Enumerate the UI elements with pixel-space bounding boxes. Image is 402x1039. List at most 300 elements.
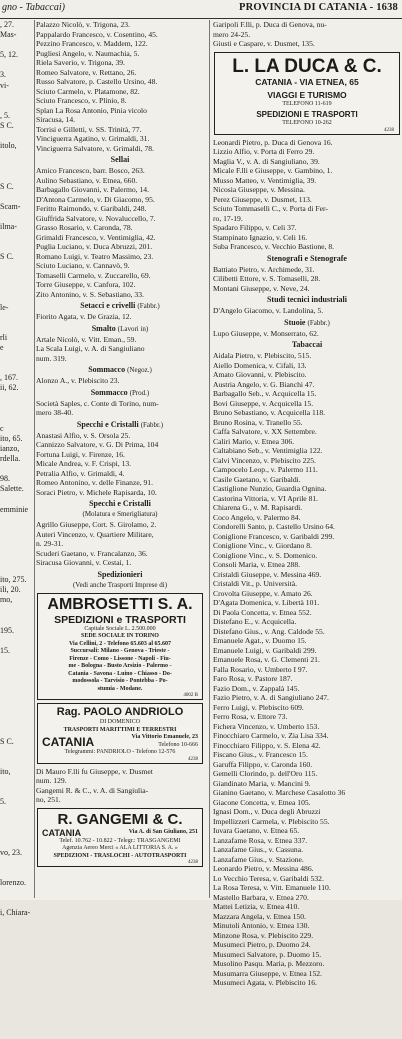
- right-column: [209, 20, 401, 987]
- list-item: D'Antona Carmelo, v. Di Giacomo, 95.: [36, 194, 155, 204]
- margin-fragment: lorenzo.: [0, 877, 26, 887]
- list-item: D'Agata Domenica, v. Libertà 101.: [213, 598, 320, 607]
- section-title-studi: Studi tecnici industriali: [266, 295, 347, 304]
- margin-fragment: [0, 706, 34, 716]
- list-item: Pugliesi Angelo, v. Naumachia, 5.: [36, 48, 140, 58]
- margin-fragment: [0, 353, 34, 363]
- list-item: Montani Giuseppe, v. Neve, 24.: [213, 283, 310, 293]
- ad-ambrosetti-branches-6: stumia - Modane.: [97, 685, 143, 692]
- list-item: Gangemi R. & C., v. A. di Sangiulia-: [36, 785, 149, 795]
- list-item: no, 251.: [36, 795, 61, 804]
- list-item: mero 24-25.: [213, 29, 251, 39]
- list-item: Caliri Mario, v. Etnea 306.: [213, 436, 295, 446]
- list-item: Scuderi Gaetano, v. Francalanzo, 36.: [36, 548, 148, 558]
- list-item: Impellizzeri Carmela, v. Plebiscito 55.: [213, 816, 330, 826]
- list-item: Cristaldi Giuseppe, v. Messina 469.: [213, 569, 322, 579]
- margin-fragment: [0, 545, 34, 555]
- list-item: Gianino Gaetano, v. Marchese Casalotto 36: [213, 788, 346, 797]
- margin-fragment: [0, 807, 34, 817]
- list-item: Falla Rosario, v. Umberto I 97.: [213, 664, 308, 674]
- list-item: Bruno Rosina, v. Tranello 55.: [213, 417, 303, 427]
- list-item: Mastello Barbara, v. Etnea 270.: [213, 892, 309, 902]
- margin-fragment: [0, 828, 34, 838]
- list-item: Musumeci Agata, v. Plebiscito 16.: [213, 978, 317, 987]
- margin-fragment: [0, 605, 34, 615]
- margin-fragment: Salette.: [0, 484, 24, 494]
- list-item: Alonzo A., v. Plebiscito 23.: [36, 376, 120, 385]
- ad-ambrosetti-branches-3: me - Bologna - Busto Arsizio - Palermo -: [68, 663, 172, 669]
- margin-fragment: [0, 414, 34, 424]
- list-item: Musumeci Pietro, p. Duomo 24.: [213, 940, 311, 949]
- ad-ambrosetti-branches-2: Firenze - Como - Lissone - Napoli - Fiu-: [69, 655, 171, 662]
- margin-fragment: [0, 727, 34, 737]
- margin-fragment: [0, 494, 34, 504]
- ad-gangemi-name: R. GANGEMI & C.: [57, 810, 183, 828]
- ad-ambrosetti-line1: SPEDIZIONI e TRASPORTI: [54, 613, 186, 626]
- ad-la-duca-phone2: TELEFONO 10-262: [282, 120, 332, 126]
- entry-list-setacci: [36, 312, 204, 322]
- section-title-stuoie: Stuoie (Fabbr.): [284, 317, 330, 327]
- list-item: Suba Francesco, v. Vecchio Bastione, 8.: [213, 242, 335, 251]
- list-item: Vinciguerra Agatino, v. Grimaldi, 31.: [36, 134, 150, 143]
- list-item: Sciuto Luciano, v. Cannavò, 9.: [36, 261, 130, 270]
- header-left: gno - Tabaccai): [2, 2, 65, 13]
- margin-fragment: [0, 636, 34, 646]
- list-item: Campocelo Leop., v. Palermo 111.: [213, 465, 318, 474]
- section-title-stenografi: Stenografi e Stenografe: [267, 253, 347, 263]
- entry-list-spedizionieri: [36, 767, 204, 805]
- list-item: Romano Luigi, v. Teatro Massimo, 23.: [36, 251, 154, 261]
- list-item: Leonardi Pietro, p. Duca di Genova 16.: [213, 137, 333, 147]
- list-item: D'Angelo Giacomo, v. Landolina, 5.: [213, 306, 324, 315]
- header-right: PROVINCIA DI CATANIA - 1638: [238, 2, 398, 13]
- list-item: Distefano Gius., v. Ang. Caldode 55.: [213, 626, 325, 636]
- section-subtitle-specchi-molatura: (Molatura e Smerigliatura): [82, 510, 158, 518]
- margin-fragment: ii, 62.: [0, 383, 19, 393]
- ad-ambrosetti-seat: SEDE SOCIALE IN TORINO: [81, 633, 159, 639]
- list-item: mero 38-40.: [36, 408, 74, 417]
- margin-fragment: ili, 20.: [0, 585, 21, 595]
- list-item: Romeo Antonino, v. delle Finanze, 91.: [36, 478, 153, 487]
- ad-gangemi: [37, 808, 203, 868]
- ad-gangemi-services: SPEDIZIONI - TRASLOCHI - AUTOTRASPORTI: [53, 852, 187, 859]
- margin-fragment: [0, 898, 34, 908]
- list-item: Leonardo Pietro, v. Messina 486.: [213, 864, 314, 873]
- margin-fragment: ito, 65.: [0, 433, 23, 443]
- list-item: Coco Angelo, v. Palermo 84.: [213, 512, 301, 522]
- ad-la-duca-city: CATANIA - VIA ETNEA, 65: [255, 76, 359, 87]
- section-title-sommacco-prod: Sommacco (Prod.): [90, 387, 150, 397]
- list-item: Giuffrida Salvatore, v. Novaluccello, 7.: [36, 213, 156, 223]
- list-item: Anastasi Alfio, v. S. Orsola 25.: [36, 430, 131, 440]
- list-item: Emanuele Luigi, v. Garibaldi 299.: [213, 645, 317, 655]
- list-item: Minzone Rosa, v. Plebiscito 229.: [213, 930, 314, 940]
- entry-list-smalto: [36, 335, 204, 364]
- section-title-sellai: Sellai: [110, 155, 130, 164]
- ad-ambrosetti-capital: Capitale Sociale L. 2.500.000: [84, 625, 156, 632]
- list-item: Fazio Dom., v. Zappalà 145.: [213, 683, 300, 693]
- margin-fragment: [0, 515, 34, 525]
- margin-fragment: [0, 989, 34, 999]
- entry-list-stenografi: [213, 265, 401, 294]
- margin-fragment: [0, 868, 34, 878]
- list-item: Grasso Rosario, v. Caronda, 78.: [36, 223, 133, 232]
- list-item: Mattei Letizia, v. Etnea 410.: [213, 902, 300, 911]
- margin-fragment: S C.: [0, 252, 14, 262]
- ad-ambrosetti: [37, 593, 203, 701]
- list-item: Emanuele Agat., v. Duomo 15.: [213, 636, 307, 645]
- list-item: Zito Antonino, v. S. Sebastiano, 33.: [36, 289, 144, 299]
- list-item: Di Mauro F.lli fu Giuseppe, v. Dusmet: [36, 766, 153, 776]
- list-item: Sciuto Tommaselli C., v. Porta di Fer-: [213, 204, 328, 213]
- margin-fragment: Mas-: [0, 30, 17, 40]
- margin-fragment: [0, 969, 34, 979]
- list-item: Riela Saverio, v. Trigona, 39.: [36, 58, 125, 67]
- margin-fragment: [0, 363, 34, 373]
- margin-fragment: [0, 232, 34, 242]
- margin-fragment: ito,: [0, 766, 11, 776]
- list-item: Palazzo Nicolò, v. Trigona, 23.: [36, 20, 130, 29]
- list-item: Garipoli F.lli, p. Duca di Genova, nu-: [213, 20, 327, 29]
- margin-fragment: ilma-: [0, 221, 17, 231]
- margin-fragment: [0, 939, 34, 949]
- margin-fragment: 15.: [0, 645, 10, 655]
- list-item: Aulino Sebastiano, v. Etnea, 660.: [36, 175, 138, 185]
- margin-fragment: , 27.: [0, 20, 14, 29]
- list-item: Ferro Luigi, v. Plebiscito 609.: [213, 702, 304, 712]
- ad-andriolo-city: CATANIA: [42, 734, 95, 749]
- list-item: Maglia V., v. A. di Sangiuliano, 39.: [213, 156, 320, 166]
- margin-fragment: [0, 40, 34, 50]
- margin-fragment: [0, 393, 34, 403]
- list-item: Emanuele Rosa, v. G. Clementi 21.: [213, 655, 320, 664]
- list-item: Amico Francesco, barr. Bosco, 263.: [36, 166, 145, 175]
- list-item: Fiorito Agata, v. De Grazia, 12.: [36, 312, 132, 321]
- list-item: Lanzafame Rosa, v. Etnea 337.: [213, 835, 308, 845]
- list-item: Barbagallo Seb., v. Acquicella 15.: [213, 389, 317, 398]
- ad-la-duca-code: 4238: [384, 127, 394, 133]
- margin-fragment: [0, 757, 34, 767]
- list-item: Vinciguerra Salvatore, v. Grimaldi, 78.: [36, 143, 154, 153]
- list-item: Chiarena G., v. M. Rapisardi.: [213, 503, 303, 512]
- list-item: Lizzio Alfio, v. Porta di Ferro 29.: [213, 147, 315, 156]
- margin-fragment: [0, 716, 34, 726]
- list-item: Austria Angelo, v. G. Bianchi 47.: [213, 379, 315, 389]
- margin-fragment: [0, 151, 34, 161]
- ad-andriolo-telegrams: Telegrammi: PANDRIOLO - Telefono 12-576: [64, 749, 176, 755]
- list-item: La Rosa Teresa, v. Vitt. Emanuele 110.: [213, 883, 331, 892]
- list-item: Musumeci Salvatore, p. Duomo 15.: [213, 949, 322, 959]
- entry-list-stuoie: [213, 329, 401, 339]
- list-item: Castiglione Nunzio, Guardia Ognina.: [213, 484, 327, 493]
- list-item: num. 319.: [36, 353, 67, 363]
- margin-fragment: [0, 242, 34, 252]
- margin-fragment: vo, 23.: [0, 847, 22, 857]
- ad-andriolo-phone: Telefono 10-666: [158, 741, 198, 748]
- entry-list-top: [36, 20, 204, 153]
- list-item: Di Paola Concetta, v. Etnea 552.: [213, 607, 312, 617]
- section-title-spedizionieri: Spedizionieri: [97, 569, 143, 579]
- ad-ambrosetti-branches-4: Catania - Savona - Luino - Chiasso - Do-: [68, 670, 172, 677]
- ad-ambrosetti-branches-1: Succursali: Milano - Genova - Trieste -: [70, 648, 170, 654]
- list-item: Musso Matteo, v. Ventimiglia, 39.: [213, 175, 317, 185]
- list-item: Bovi Giuseppe, v. Acquicella 15.: [213, 398, 314, 408]
- margin-fragment: [0, 555, 34, 565]
- entry-list-specchi-fabbr: [36, 431, 204, 498]
- margin-fragment: [0, 323, 34, 333]
- ad-andriolo-service: TRASPORTI MARITTIMI E TERRESTRI: [63, 726, 177, 733]
- list-item: Micale F.lli e Giuseppe, v. Gambino, 1.: [213, 166, 333, 175]
- ad-ambrosetti-name: AMBROSETTI S. A.: [47, 595, 193, 613]
- ad-la-duca-travel: VIAGGI E TURISMO: [267, 89, 347, 100]
- margin-fragment: i, Chiara-: [0, 908, 31, 918]
- list-item: Crovolta Giuseppe, v. Amato 26.: [213, 588, 313, 598]
- margin-fragment: [0, 404, 34, 414]
- ad-gangemi-city: CATANIA: [42, 827, 82, 838]
- list-item: Coniglione Francesco, v. Garibaldi 299.: [213, 531, 335, 541]
- list-item: Giacone Concetta, v. Etnea 105.: [213, 797, 311, 807]
- list-item: ro, 17-19.: [213, 213, 243, 223]
- margin-fragment: [0, 535, 34, 545]
- list-item: La Scala Luigi, v. A. di Sangiuliano: [36, 344, 145, 353]
- margin-fragment: [0, 928, 34, 938]
- margin-fragment: [0, 131, 34, 141]
- margin-fragment: S C.: [0, 120, 14, 130]
- section-title-specchi-fabbr: Specchi e Cristalli (Fabbr.): [76, 419, 164, 429]
- list-item: Fazio Pietro, v. A. di Sangiuliano 247.: [213, 693, 329, 702]
- margin-fragment: e: [0, 343, 4, 352]
- margin-fragment: [0, 1019, 34, 1029]
- margin-fragment: S C.: [0, 736, 14, 746]
- margin-fragment: 195.: [0, 625, 14, 635]
- list-item: Nicosia Giuseppe, v. Messina.: [213, 185, 305, 194]
- margin-fragment: [0, 918, 34, 928]
- list-item: Caffa Salvatore, v. XX Settembre.: [213, 427, 317, 436]
- ad-gangemi-agency: Agenzia Aereo Merci « ALA LITTORIA S. A. »: [62, 845, 178, 851]
- list-item: Russo Salvatore, p. Castello Ursino, 48.: [36, 77, 158, 86]
- margin-fragment: [0, 91, 34, 101]
- margin-fragment: [0, 616, 34, 626]
- margin-fragment: [0, 838, 34, 848]
- ad-la-duca: [214, 52, 400, 135]
- ad-gangemi-phone: Telef. 10.762 - 10.822 - Telegr.: TRASGANGEMI: [59, 837, 181, 844]
- left-column: [36, 20, 204, 898]
- margin-fragment: [0, 1009, 34, 1019]
- list-item: Caltabiano Seb., v. Ventimiglia 122.: [213, 446, 323, 455]
- margin-fragment: [0, 777, 34, 787]
- entry-list-specchi-molatura: [36, 520, 204, 568]
- margin-fragment: [0, 60, 34, 70]
- section-subtitle-spedizionieri: (Vedi anche Trasporti Imprese di): [72, 580, 168, 589]
- list-item: Iuvara Gaetano, v. Etnea 65.: [213, 826, 300, 835]
- list-item: Musumarra Giuseppe, v. Etnea 152.: [213, 968, 322, 978]
- page-header: [0, 0, 402, 19]
- list-item: Faro Rosa, v. Pastore 187.: [213, 674, 293, 683]
- list-item: Lanzafame Gius., v. Stazione.: [213, 854, 304, 864]
- list-item: Casile Gaetano, v. Garibaldi.: [213, 474, 301, 484]
- list-item: Torre Giuseppe, v. Canfora, 102.: [36, 280, 136, 289]
- margin-fragment: [0, 979, 34, 989]
- list-item: Feritto Raimondo, v. Garibaldi, 248.: [36, 204, 147, 213]
- list-item: Barbagallo Giovanni, v. Palermo, 14.: [36, 185, 149, 194]
- list-item: Società Saples, c. Conte di Torino, num-: [36, 398, 159, 408]
- list-item: Fichera Vincenzo, v. Umberto 153.: [213, 721, 320, 731]
- margin-fragment: [0, 949, 34, 959]
- margin-fragment: [0, 787, 34, 797]
- entry-list-studi: [213, 306, 401, 316]
- list-item: Splan La Rosa Antonio, Pinia vicolo: [36, 105, 147, 115]
- section-title-setacci: Setacci e crivelli (Fabbr.): [80, 301, 160, 310]
- list-item: Castorina Vittoria, v. VI Aprile 81.: [213, 493, 319, 503]
- list-item: Gemelli Clorindo, p. dell'Oro 115.: [213, 769, 318, 778]
- list-item: Bruno Sebastiano, v. Acquicella 118.: [213, 408, 326, 417]
- margin-fragment: [0, 959, 34, 969]
- list-item: Lanzafame Gius., v. Cassuna.: [213, 845, 303, 854]
- entry-list-tabaccai: [213, 351, 401, 988]
- ad-la-duca-phone1: TELEFONO 11-619: [282, 100, 332, 107]
- margin-fragment: [0, 565, 34, 575]
- entry-list-sommacco-prod: [36, 399, 204, 418]
- margin-fragment: [0, 293, 34, 303]
- margin-fragment: ianzo,: [0, 443, 20, 453]
- margin-fragment: 98.: [0, 474, 10, 484]
- list-item: num. 129.: [36, 776, 67, 785]
- ad-gangemi-code: 4238: [188, 860, 198, 865]
- list-item: Aiello Domenica, v. Cifali, 13.: [213, 360, 307, 370]
- list-item: Finocchiaro Filippo, v. S. Elena 42.: [213, 740, 321, 750]
- margin-fragment: [0, 1029, 34, 1039]
- list-item: Pezzino Francesco, v. Maddem, 122.: [36, 39, 148, 48]
- margin-fragment: [0, 525, 34, 535]
- list-item: Ferro Rosa, v. Ettore 73.: [213, 712, 288, 721]
- ad-gangemi-address: Via A. di San Giuliano, 251: [128, 828, 198, 835]
- margin-fragment: [0, 272, 34, 282]
- list-item: Stampinato Ignazio, v. Celi 16.: [213, 232, 308, 242]
- list-item: Musolino Pasqu. Maria, p. Mezzoro.: [213, 959, 325, 968]
- list-item: Spadaro Filippo, v. Celi 37.: [213, 223, 297, 232]
- list-item: Romeo Salvatore, v. Rettano, 26.: [36, 67, 137, 77]
- margin-fragment: [0, 171, 34, 181]
- margin-fragment: [0, 888, 34, 898]
- margin-fragment: rdella.: [0, 454, 21, 464]
- list-item: Condorelli Santo, p. Castello Ursino 64.: [213, 522, 335, 531]
- entry-list-sellai: [36, 166, 204, 299]
- margin-fragment: [0, 696, 34, 706]
- margin-fragment: ito, 275.: [0, 575, 27, 585]
- margin-fragment: [0, 282, 34, 292]
- list-item: Soraci Pietro, v. Michele Rapisarda, 10.: [36, 487, 157, 497]
- ad-la-duca-shipping: SPEDIZIONI E TRASPORTI: [256, 110, 358, 119]
- list-item: Perez Giuseppe, v. Dusmet, 113.: [213, 194, 312, 204]
- list-item: Cristaldi Vit., p. Università.: [213, 579, 297, 588]
- list-item: n. 29-31.: [36, 539, 64, 548]
- list-item: Grimaldi Francesco, v. Ventimiglia, 42.: [36, 232, 156, 242]
- list-item: Giusti e Caspare, v. Dusmet, 135.: [213, 39, 315, 48]
- list-item: Torrisi e Gilletti, v. SS. Trinità, 77.: [36, 124, 142, 134]
- margin-fragment: [0, 101, 34, 111]
- list-item: Mazzara Angela, v. Etnea 150.: [213, 911, 306, 921]
- margin-fragment: [0, 676, 34, 686]
- margin-fragment: [0, 656, 34, 666]
- margin-fragment: [0, 686, 34, 696]
- list-item: Siracusa Giovanni, v. Cestai, 1.: [36, 558, 132, 567]
- entry-list-sommacco-negoz: [36, 376, 204, 386]
- section-title-smalto: Smalto (Lavori in): [91, 323, 149, 333]
- list-item: Cilibetti Ettore, v. S. Tomaselli, 28.: [213, 274, 321, 283]
- ad-la-duca-name: L. LA DUCA & C.: [232, 55, 382, 77]
- list-item: Lupo Giuseppe, v. Monserrato, 62.: [213, 328, 319, 338]
- margin-fragment: Scam-: [0, 201, 21, 211]
- ad-andriolo-name: Rag. PAOLO ANDRIOLO: [56, 706, 184, 718]
- margin-fragment: 5, 12.: [0, 50, 18, 60]
- list-item: Puglia Luciano, v. Duca Abruzzi, 201.: [36, 242, 153, 251]
- list-item: Petralia Alfio, v. Grimaldi, 4.: [36, 468, 125, 478]
- margin-fragment: [0, 313, 34, 323]
- ad-andriolo: [37, 703, 203, 764]
- ad-ambrosetti-code: 4002 B: [183, 693, 198, 698]
- list-item: Lo Vecchio Teresa, v. Garibaldi 532.: [213, 873, 324, 883]
- list-item: Cannizzo Salvatore, v. G. Di Prima, 104: [36, 440, 159, 449]
- list-item: Battiato Pietro, v. Archimede, 31.: [213, 264, 315, 274]
- margin-fragment: [0, 747, 34, 757]
- list-item: Coniglione Vinc., v. Giordano 8.: [213, 541, 312, 550]
- list-item: Distefano E., v. Acquicella.: [213, 617, 297, 626]
- margin-fragment: le-: [0, 302, 9, 312]
- list-item: Garuffa Filippo, v. Caronda 160.: [213, 759, 313, 769]
- list-item: Calvi Vincenzo, v. Plebiscito 225.: [213, 455, 316, 465]
- list-item: Pappalardo Francesco, v. Cosentino, 45.: [36, 29, 158, 39]
- list-item: Micale Andrea, v. F. Crispi, 13.: [36, 459, 132, 468]
- list-item: Finocchiaro Carmelo, v. Zia Lisa 334.: [213, 731, 329, 740]
- list-item: Auteri Vincenzo, v. Quartiere Militare,: [36, 529, 154, 539]
- cropped-margin-column: [0, 20, 35, 918]
- list-item: Minutoli Antonio, v. Etnea 130.: [213, 921, 310, 930]
- margin-fragment: [0, 464, 34, 474]
- list-item: Sciuto Francesco, v. Plinio, 8.: [36, 96, 127, 105]
- margin-fragment: S C.: [0, 181, 14, 191]
- margin-fragment: 3.: [0, 70, 6, 80]
- margin-fragment: [0, 666, 34, 676]
- margin-fragment: mo,: [0, 595, 13, 605]
- list-item: Aidala Pietro, v. Plebiscito, 515.: [213, 351, 312, 360]
- margin-fragment: rli: [0, 332, 8, 342]
- margin-fragment: [0, 817, 34, 827]
- margin-fragment: 5.: [0, 797, 6, 807]
- section-title-specchi-molatura: Specchi e Cristalli: [89, 499, 151, 508]
- ad-andriolo-address: Via Vittorio Emanuele, 23: [131, 734, 198, 740]
- section-title-tabaccai: Tabaccai: [291, 340, 323, 349]
- margin-fragment: [0, 212, 34, 222]
- list-item: Siracusa, 14.: [36, 115, 76, 124]
- section-title-sommacco-negoz: Sommacco (Negoz.): [88, 365, 152, 374]
- margin-fragment: c: [0, 423, 4, 433]
- list-item: Fiscano Gius., v. Francesco 15.: [213, 750, 308, 759]
- entry-list-right-top: [213, 20, 401, 49]
- ad-andriolo-name2: DI DOMENICO: [99, 719, 141, 725]
- list-item: Agrillo Giuseppe, Cort. S. Girolamo, 2.: [36, 520, 157, 529]
- ad-ambrosetti-branches-5: modossola - Tarvisio - Pontebba - Po-: [72, 678, 168, 684]
- list-item: Fortuna Luigi, v. Firenze, 16.: [36, 449, 125, 459]
- list-item: Giandinato Maria, v. Mancini 9.: [213, 778, 311, 788]
- ad-ambrosetti-address: Via Cellini, 2 - Telefono 65.603 al 65.607: [68, 640, 172, 647]
- margin-fragment: [0, 858, 34, 868]
- margin-fragment: emminie: [0, 504, 28, 514]
- list-item: Consoli Maria, v. Etnea 288.: [213, 560, 301, 569]
- margin-fragment: [0, 262, 34, 272]
- margin-fragment: , 167.: [0, 373, 18, 383]
- margin-fragment: itolo,: [0, 141, 17, 151]
- list-item: Artale Nicolò, v. Vitt. Eman., 59.: [36, 334, 137, 344]
